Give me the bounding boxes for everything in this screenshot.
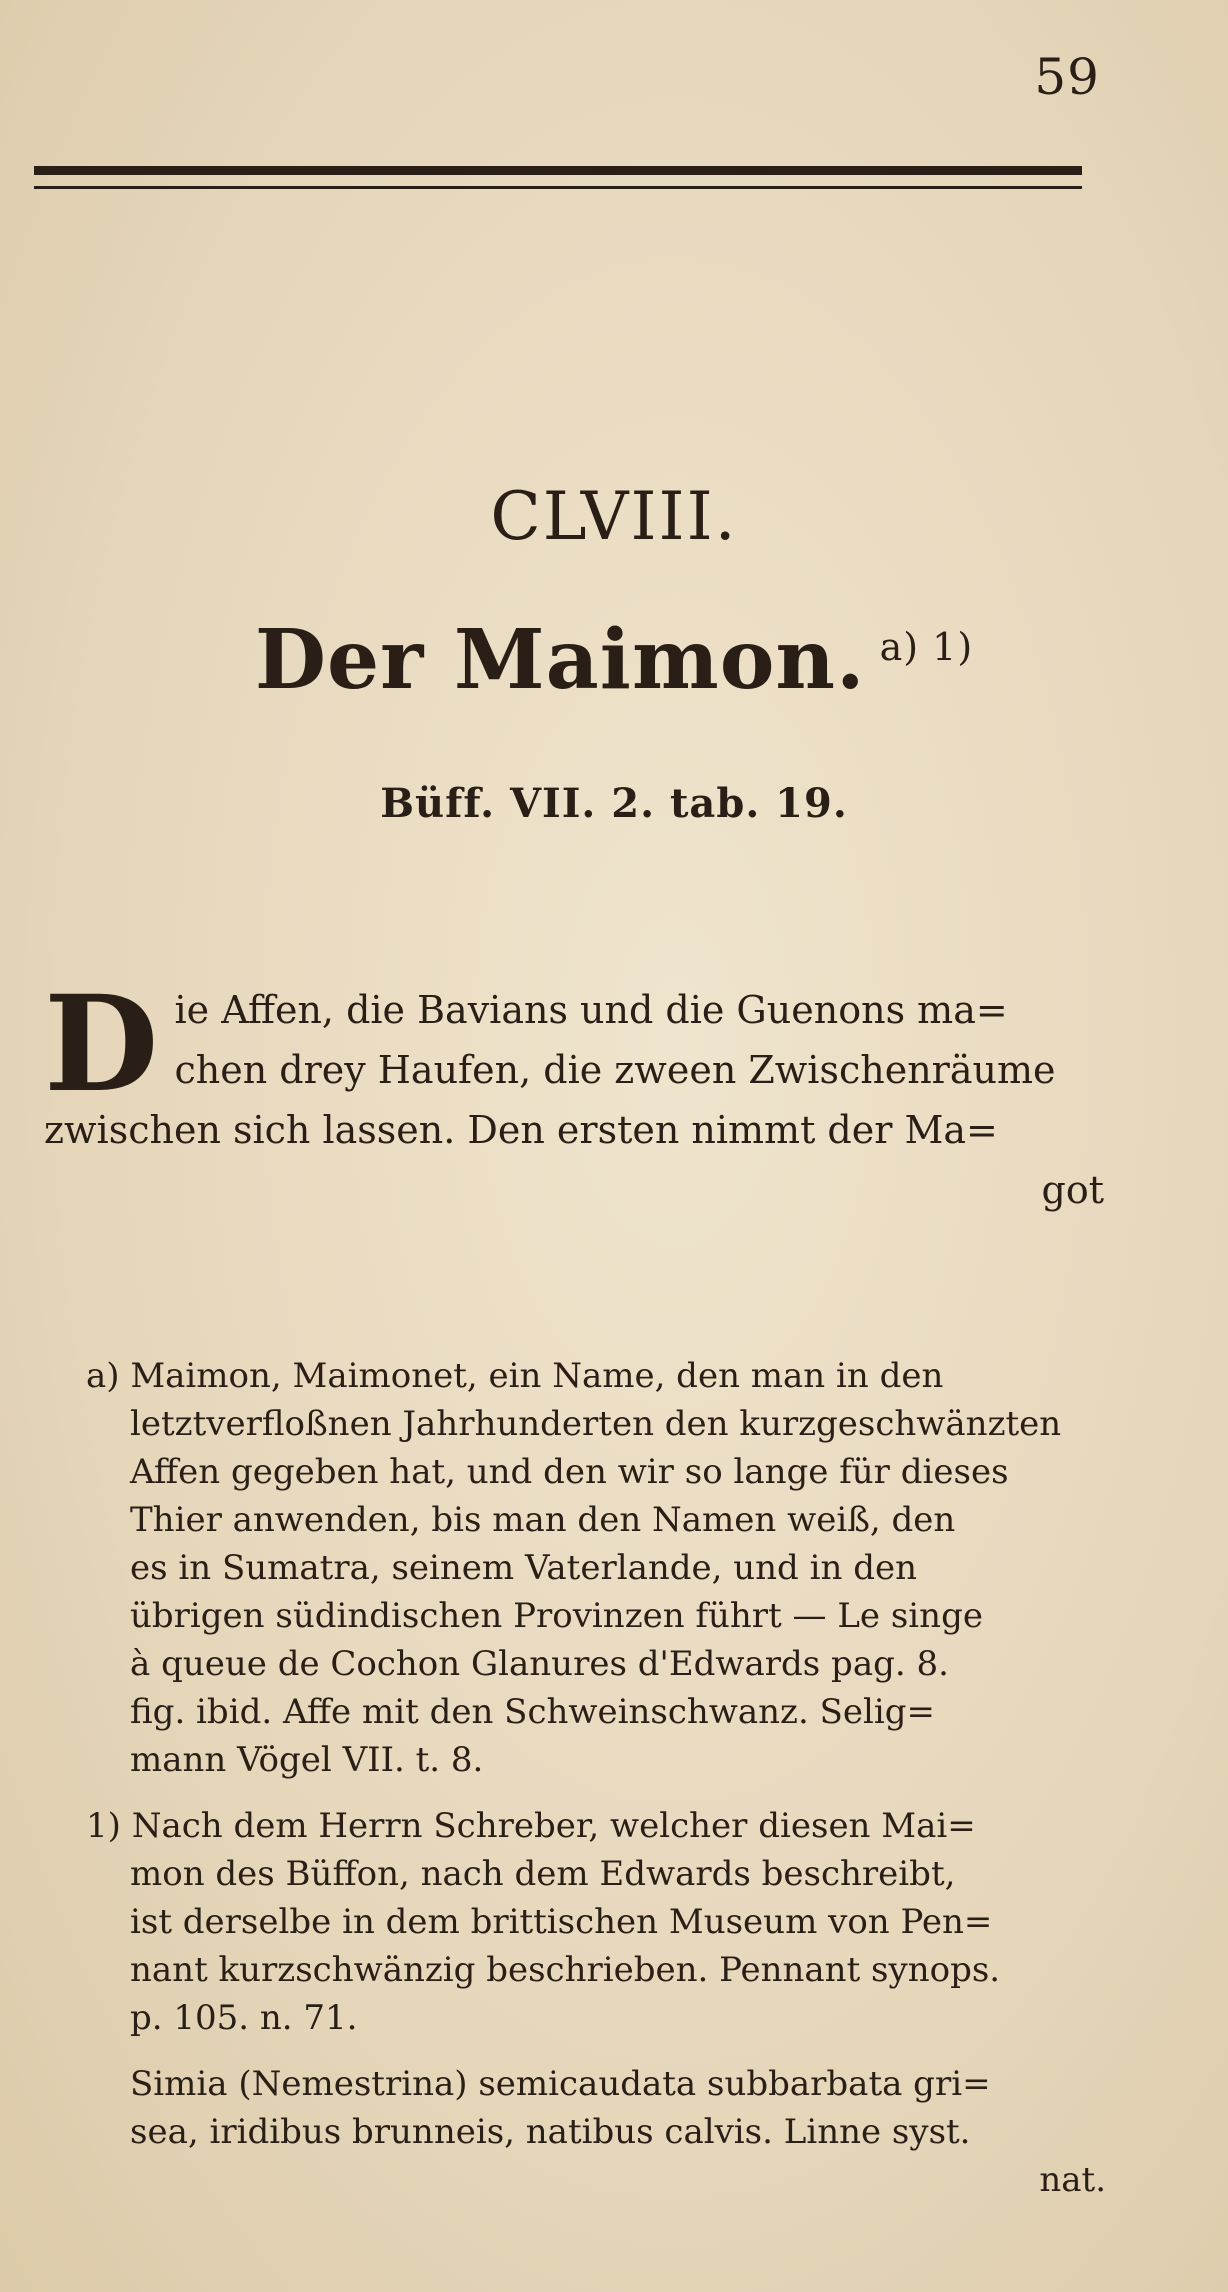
latin-line: sea, iridibus brunneis, natibus calvis. Linne syst. (130, 2112, 971, 2152)
footnote-a (86, 1352, 1106, 1784)
footnote-line: nant kurzschwänzig beschrieben. Pennant synops. (130, 1950, 1001, 1990)
latin-line: nat. (1039, 2160, 1106, 2200)
footnote-line: mon des Büffon, nach dem Edwards beschreibt, (130, 1854, 956, 1894)
drop-cap: D (44, 967, 159, 1122)
footnote-line: Affen gegeben hat, und den wir so lange für dieses (130, 1452, 1009, 1492)
page-number: 59 (1034, 48, 1100, 106)
body-line: ie Affen, die Bavians und die Guenons ma= (174, 988, 1008, 1032)
header-rule-thick (34, 166, 1082, 175)
header-rule-thin (34, 186, 1082, 189)
footnote-line: 1) Nach dem Herrn Schreber, welcher diesen Mai= (86, 1806, 976, 1846)
footnote-line: Thier anwenden, bis man den Namen weiß, den (130, 1500, 956, 1540)
footnote-line: es in Sumatra, seinem Vaterlande, und in den (130, 1548, 917, 1588)
body-line: zwischen sich lassen. Den ersten nimmt der Ma= (44, 1108, 998, 1152)
footnote-line: ist derselbe in dem brittischen Museum von Pen= (130, 1902, 993, 1942)
title-footnote-marks: a) 1) (879, 624, 974, 669)
footnote-line: letztverfloßnen Jahrhunderten den kurzgeschwänzten (130, 1404, 1062, 1444)
latin-description (86, 2060, 1106, 2204)
latin-line: Simia (Nemestrina) semicaudata subbarbata gri= (130, 2064, 991, 2104)
chapter-number: CLVIII. (490, 478, 738, 555)
title-text: Der Maimon. (254, 612, 866, 708)
footnote-line: mann Vögel VII. t. 8. (130, 1740, 484, 1780)
footnote-line: à queue de Cochon Glanures d'Edwards pag. 8. (130, 1644, 949, 1684)
footnote-line: fig. ibid. Affe mit den Schweinschwanz. Selig= (130, 1692, 935, 1732)
footnote-line: p. 105. n. 71. (130, 1998, 358, 2038)
catchword: got (1041, 1168, 1104, 1212)
footnote-1 (86, 1802, 1106, 2042)
footnotes (86, 1352, 1106, 2222)
page-title (0, 612, 1228, 708)
footnote-line: übrigen südindischen Provinzen führt — Le singe (130, 1596, 983, 1636)
body-line: chen drey Haufen, die zween Zwischenräume (174, 1048, 1056, 1092)
reference-line: Büff. VII. 2. tab. 19. (380, 780, 848, 827)
body-paragraph (44, 967, 1104, 1220)
footnote-line: a) Maimon, Maimonet, ein Name, den man in den (86, 1356, 944, 1396)
